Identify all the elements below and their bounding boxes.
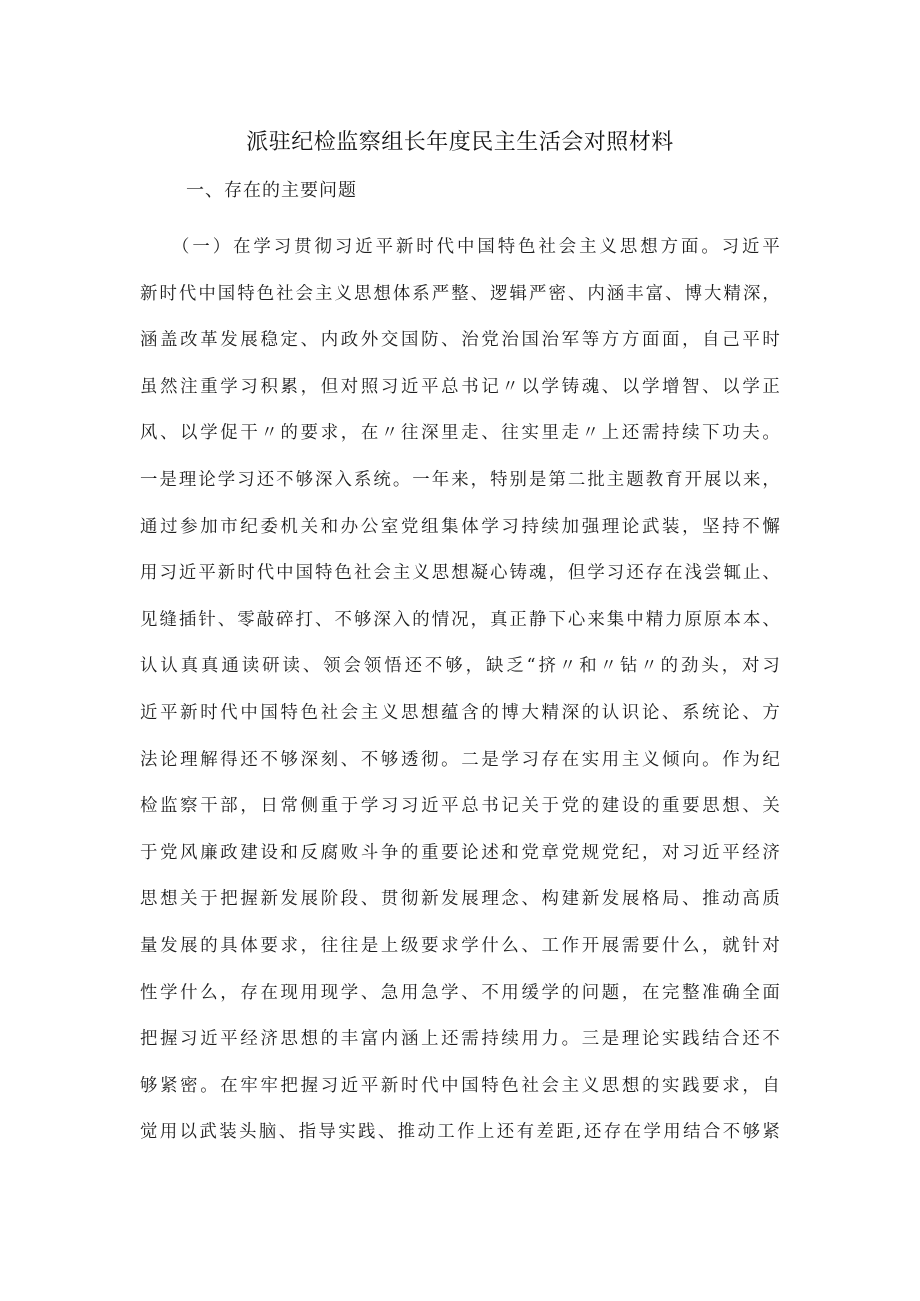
body-line: 通过参加市纪委机关和办公室党组集体学习持续加强理论武装，坚持不懈 bbox=[140, 516, 780, 537]
document-title: 派驻纪检监察组长年度民主生活会对照材料 bbox=[246, 130, 674, 155]
body-line: 涵盖改革发展稳定、内政外交国防、治党治国治军等方方面面，自己平时 bbox=[140, 330, 780, 351]
body-line: 用习近平新时代中国特色社会主义思想凝心铸魂，但学习还存在浅尝辄止、 bbox=[140, 563, 780, 584]
body-line: 性学什么，存在现用现学、急用急学、不用缓学的问题，在完整准确全面 bbox=[140, 982, 780, 1003]
section-heading: 一、存在的主要问题 bbox=[186, 180, 357, 201]
body-line: 于党风廉政建设和反腐败斗争的重要论述和党章党规党纪，对习近平经济 bbox=[140, 842, 780, 863]
body-line: 思想关于把握新发展阶段、贯彻新发展理念、构建新发展格局、推动高质 bbox=[140, 889, 780, 910]
body-line: 新时代中国特色社会主义思想体系严整、逻辑严密、内涵丰富、博大精深， bbox=[140, 283, 780, 304]
body-line: 觉用以武装头脑、指导实践、推动工作上还有差距,还存在学用结合不够紧 bbox=[140, 1122, 780, 1143]
body-line: 一是理论学习还不够深入系统。一年来，特别是第二批主题教育开展以来， bbox=[140, 469, 780, 490]
body-line: （一）在学习贯彻习近平新时代中国特色社会主义思想方面。习近平 bbox=[172, 237, 780, 257]
body-line: 检监察干部，日常侧重于学习习近平总书记关于党的建设的重要思想、关 bbox=[140, 796, 780, 817]
body-line: 够紧密。在牢牢把握习近平新时代中国特色社会主义思想的实践要求，自 bbox=[140, 1075, 780, 1096]
body-line: 量发展的具体要求，往往是上级要求学什么、工作开展需要什么，就针对 bbox=[140, 935, 780, 956]
body-line: 见缝插针、零敲碎打、不够深入的情况，真正静下心来集中精力原原本本、 bbox=[140, 609, 780, 630]
body-line: 法论理解得还不够深刻、不够透彻。二是学习存在实用主义倾向。作为纪 bbox=[140, 749, 780, 770]
body-line: 风、以学促干〃的要求，在〃往深里走、往实里走〃上还需持续下功夫。 bbox=[140, 423, 780, 444]
body-line: 虽然注重学习积累，但对照习近平总书记〃以学铸魂、以学增智、以学正 bbox=[140, 376, 780, 397]
body-line: 认认真真通读研读、领会领悟还不够，缺乏“挤〃和〃钻〃的劲头，对习 bbox=[140, 656, 780, 677]
body-line: 近平新时代中国特色社会主义思想蕴含的博大精深的认识论、系统论、方 bbox=[140, 702, 780, 723]
body-text bbox=[140, 224, 780, 1156]
body-line: 把握习近平经济思想的丰富内涵上还需持续用力。三是理论实践结合还不 bbox=[140, 1029, 780, 1050]
